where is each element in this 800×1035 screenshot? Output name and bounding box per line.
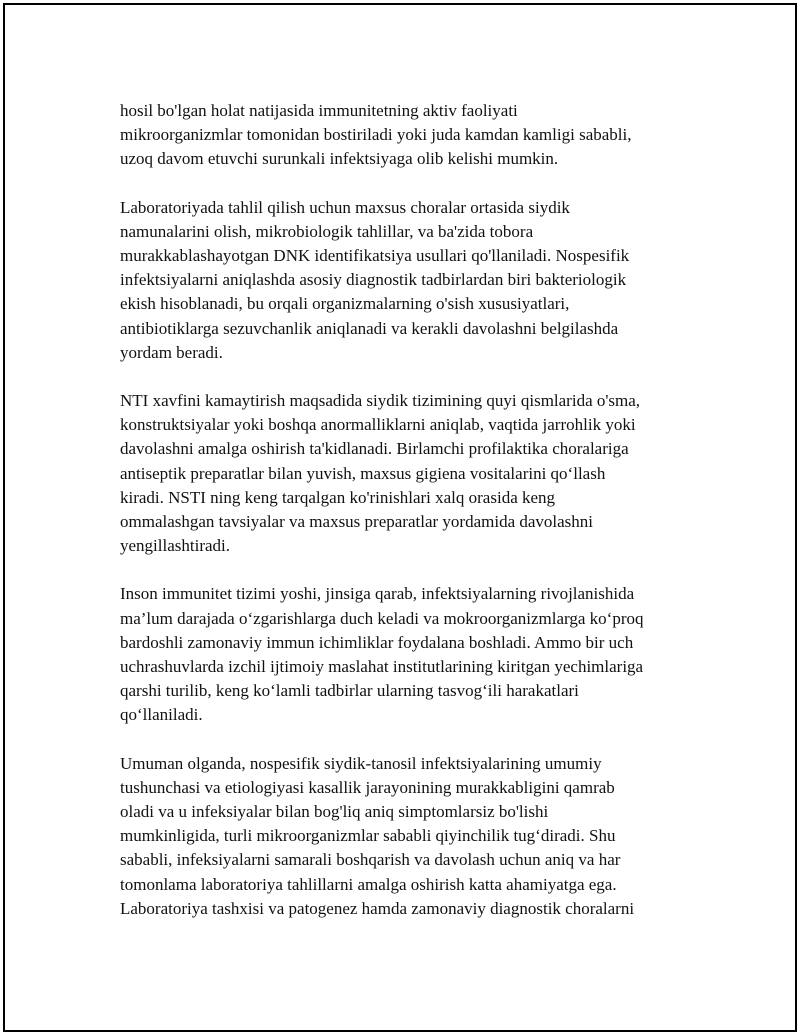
text-line: konstruktsiyalar yoki boshqa anormalliklarni aniqlab, vaqtida jarrohlik yoki [120,415,636,435]
text-line: uchrashuvlarda izchil ijtimoiy maslahat institutlarining kiritgan yechimlariga [120,657,644,677]
text-line: Umuman olganda, nospesifik siydik-tanosil infektsiyalarining umumiy [120,753,602,773]
text-line: antiseptik preparatlar bilan yuvish, maxsus gigiena vositalarini qo‘llash [120,463,606,483]
text-line: uzoq davom etuvchi surunkali infektsiyaga olib kelishi mumkin. [120,149,559,169]
text-line: murakkablashayotgan DNK identifikatsiya usullari qo'llaniladi. Nospesifik [120,246,630,266]
paragraph-2 [120,196,690,365]
text-line: namunalarini olish, mikrobiologik tahlillar, va ba'zida tobora [120,221,534,241]
paragraph-4 [120,582,690,727]
text-line: Laboratoriya tashxisi va patogenez hamda zamonaviy diagnostik choralarni [120,898,635,918]
paragraph-1 [120,99,690,172]
text-line: ommalashgan tavsiyalar va maxsus preparatlar yordamida davolashni [120,512,594,532]
text-line: Laboratoriyada tahlil qilish uchun maxsus choralar ortasida siydik [120,197,570,217]
text-line: yengillashtiradi. [120,536,231,556]
paragraph-5 [120,752,690,921]
text-line: davolashni amalga oshirish ta'kidlanadi. Birlamchi profilaktika choralariga [120,439,629,459]
paragraph-3 [120,389,690,558]
text-line: mikroorganizmlar tomonidan bostiriladi yoki juda kamdan kamligi sababli, [120,125,632,145]
text-line: ma’lum darajada o‘zgarishlarga duch keladi va mokroorganizmlarga ko‘proq [120,608,644,628]
text-line: Inson immunitet tizimi yoshi, jinsiga qarab, infektsiyalarning rivojlanishida [120,584,635,604]
text-line: mumkinligida, turli mikroorganizmlar sababli qiyinchilik tug‘diradi. Shu [120,826,616,846]
text-line: bardoshli zamonaviy immun ichimliklar foydalana boshladi. Ammo bir uch [120,632,634,652]
text-line: infektsiyalarni aniqlashda asosiy diagnostik tadbirlardan biri bakteriologik [120,270,627,290]
text-line: antibiotiklarga sezuvchanlik aniqlanadi va kerakli davolashni belgilashda [120,318,619,338]
document-page [3,3,797,1032]
text-line: tomonlama laboratoriya tahlillarni amalga oshirish katta ahamiyatga ega. [120,874,617,894]
text-line: qo‘llaniladi. [120,705,203,725]
text-line: oladi va u infeksiyalar bilan bog'liq aniq simptomlarsiz bo'lishi [120,802,549,822]
text-line: qarshi turilib, keng ko‘lamli tadbirlar ularning tasvog‘ili harakatlari [120,681,579,701]
text-line: kiradi. NSTI ning keng tarqalgan ko'rinishlari xalq orasida keng [120,487,556,507]
text-line: ekish hisoblanadi, bu orqali organizmalarning o'sish xususiyatlari, [120,294,570,314]
text-line: NTI xavfini kamaytirish maqsadida siydik tizimining quyi qismlarida o'sma, [120,391,641,411]
text-line: sababli, infeksiyalarni samarali boshqarish va davolash uchun aniq va har [120,850,621,870]
text-line: hosil bo'lgan holat natijasida immunitetning aktiv faoliyati [120,101,518,120]
text-line: tushunchasi va etiologiyasi kasallik jarayonining murakkabligini qamrab [120,777,615,797]
document-body [120,99,690,945]
text-line: yordam beradi. [120,342,223,362]
